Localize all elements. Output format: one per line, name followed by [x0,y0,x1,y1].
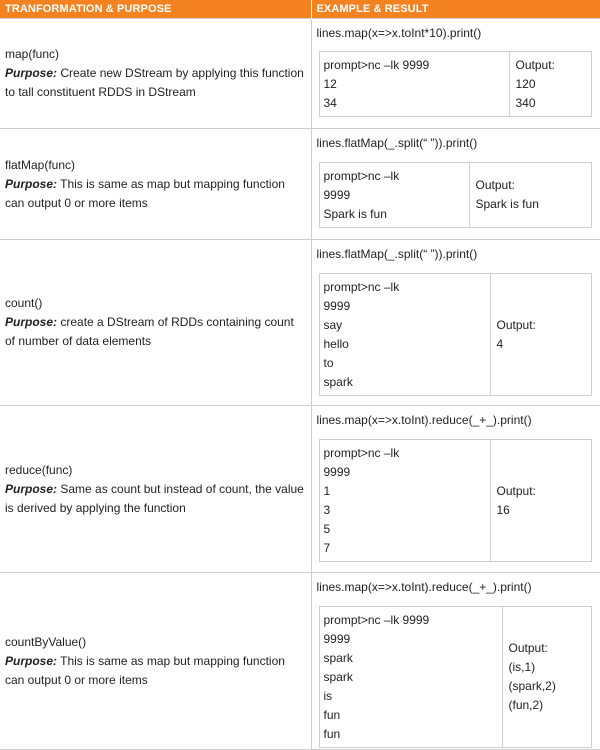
table-row [0,129,600,240]
transformation-name: reduce(func) [5,461,306,480]
output-line: Output: [476,176,585,195]
example-code: lines.map(x=>x.toInt).reduce(_+_).print() [312,406,600,430]
example-cell [311,129,600,240]
purpose-text: This is same as map but mapping function can output 0 or more items [5,177,285,210]
example-code: lines.flatMap(_.split(“ ”)).print() [312,129,600,153]
transformation-cell [0,573,311,750]
example-box [319,439,592,562]
table-row [0,240,600,406]
example-box [319,51,592,117]
transformation-purpose [5,315,294,348]
example-cell [311,406,600,573]
output-line: (fun,2) [509,696,585,715]
input-line: 34 [324,94,505,113]
output-line: Output: [497,482,585,501]
example-code: lines.map(x=>x.toInt).reduce(_+_).print() [312,573,600,597]
output-line: Output: [497,316,585,335]
purpose-label: Purpose: [5,482,57,496]
output-line: Output: [509,639,585,658]
output-line: 16 [497,501,585,520]
input-line: say [324,316,486,335]
example-input [319,607,502,748]
input-line: prompt>nc –lk 9999 [324,611,498,630]
purpose-label: Purpose: [5,315,57,329]
input-line: prompt>nc –lk [324,444,486,463]
purpose-text: Create new DStream by applying this function to tall constituent RDDS in DStream [5,66,304,99]
input-line: spark [324,373,486,392]
header-example: EXAMPLE & RESULT [311,0,600,19]
input-line: 5 [324,520,486,539]
example-input [319,52,509,117]
example-output [490,440,591,562]
transformation-name: count() [5,294,306,313]
input-line: 9999 [324,463,486,482]
table-row [0,406,600,573]
transformation-name: map(func) [5,45,306,64]
transformation-purpose [5,177,285,210]
table-row [0,19,600,129]
input-line: 7 [324,539,486,558]
input-line: spark [324,649,498,668]
example-output [502,607,591,748]
example-cell [311,240,600,406]
transformation-cell [0,240,311,406]
table-row [0,573,600,750]
input-line: prompt>nc –lk [324,167,465,186]
output-line: Output: [516,56,585,75]
example-code: lines.map(x=>x.toInt*10).print() [312,19,600,43]
output-line: Spark is fun [476,195,585,214]
output-line: (spark,2) [509,677,585,696]
purpose-label: Purpose: [5,654,57,668]
output-line: 4 [497,335,585,354]
example-output [490,274,591,396]
input-line: fun [324,706,498,725]
purpose-label: Purpose: [5,66,57,80]
transformation-purpose [5,66,304,99]
input-line: 3 [324,501,486,520]
input-line: prompt>nc –lk [324,278,486,297]
input-line: is [324,687,498,706]
example-box [319,606,592,748]
example-box [319,162,592,228]
purpose-label: Purpose: [5,177,57,191]
input-line: 1 [324,482,486,501]
example-box [319,273,592,396]
input-line: fun [324,725,498,744]
purpose-text: Same as count but instead of count, the value is derived by applying the function [5,482,304,515]
example-input [319,440,490,562]
input-line: to [324,354,486,373]
transformation-purpose [5,654,285,687]
purpose-text: create a DStream of RDDs containing count of number of data elements [5,315,294,348]
example-cell [311,573,600,750]
input-line: 9999 [324,297,486,316]
input-line: prompt>nc –lk 9999 [324,56,505,75]
output-line: (is,1) [509,658,585,677]
example-code: lines.flatMap(_.split(“ ”)).print() [312,240,600,264]
transformation-cell [0,129,311,240]
input-line: 9999 [324,630,498,649]
transformation-cell [0,406,311,573]
example-input [319,163,469,228]
input-line: 12 [324,75,505,94]
transformation-cell [0,19,311,129]
output-line: 120 [516,75,585,94]
example-output [469,163,591,228]
header-transformation: TRANFORMATION & PURPOSE [0,0,311,19]
input-line: spark [324,668,498,687]
transformation-name: flatMap(func) [5,156,306,175]
input-line: hello [324,335,486,354]
header-row [0,0,600,19]
output-line: 340 [516,94,585,113]
example-cell [311,19,600,129]
example-output [509,52,591,117]
input-line: 9999 [324,186,465,205]
example-input [319,274,490,396]
purpose-text: This is same as map but mapping function can output 0 or more items [5,654,285,687]
input-line: Spark is fun [324,205,465,224]
transformation-name: countByValue() [5,633,306,652]
transformation-purpose [5,482,304,515]
